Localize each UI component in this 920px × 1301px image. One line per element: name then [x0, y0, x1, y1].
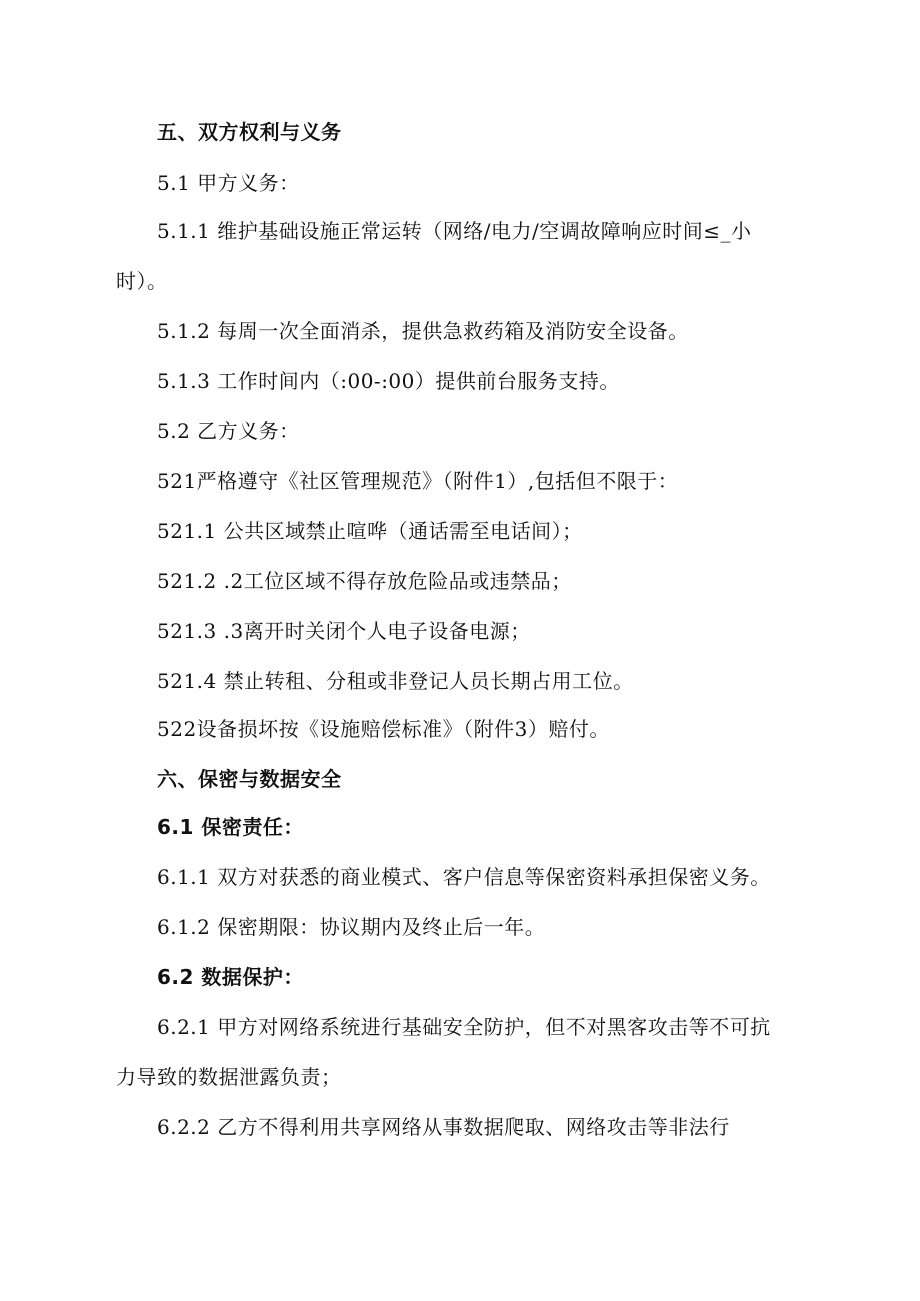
- clause-6-2-1: 6.2.1 甲方对网络系统进行基础安全防护，但不对黑客攻击等不可抗: [157, 1015, 771, 1039]
- clause-5-1-heading: 5.1 甲方义务：: [157, 171, 300, 195]
- clause-6-1-1: 6.1.1 双方对获悉的商业模式、客户信息等保密资料承担保密义务。: [157, 865, 771, 889]
- clause-5-2-2: 522设备损坏按《设施赔偿标准》（附件3）赔付。: [157, 717, 610, 741]
- clause-6-1-heading: 6.1 保密责任：: [157, 815, 304, 839]
- clause-5-2-1-1: 521.1 公共区域禁止喧哗（通话需至电话间）；: [157, 519, 583, 543]
- clause-6-1-2: 6.1.2 保密期限：协议期内及终止后一年。: [157, 915, 546, 939]
- clause-5-1-1: 5.1.1 维护基础设施正常运转（网络/电力/空调故障响应时间≤_小: [157, 219, 752, 243]
- section-heading-rights: 五、双方权利与义务: [157, 120, 342, 144]
- clause-6-2-2: 6.2.2 乙方不得利用共享网络从事数据爬取、网络攻击等非法行: [157, 1115, 730, 1139]
- clause-5-2-1-4: 521.4 禁止转租、分租或非登记人员长期占用工位。: [157, 669, 634, 693]
- clause-5-2-1-2: 521.2 .2工位区域不得存放危险品或违禁品；: [157, 569, 572, 593]
- clause-5-1-1-continued: 时）。: [116, 269, 168, 293]
- clause-5-2-1: 521严格遵守《社区管理规范》（附件1）,包括但不限于：: [157, 469, 679, 493]
- clause-5-2-1-3: 521.3 .3离开时关闭个人电子设备电源；: [157, 619, 531, 643]
- section-heading-confidentiality: 六、保密与数据安全: [157, 767, 342, 791]
- clause-6-2-heading: 6.2 数据保护：: [157, 965, 304, 989]
- clause-5-2-heading: 5.2 乙方义务：: [157, 419, 300, 443]
- clause-5-1-3: 5.1.3 工作时间内（:00-:00）提供前台服务支持。: [157, 369, 620, 393]
- clause-5-1-2: 5.1.2 每周一次全面消杀，提供急救药箱及消防安全设备。: [157, 319, 689, 343]
- clause-6-2-1-continued: 力导致的数据泄露负责；: [116, 1065, 342, 1089]
